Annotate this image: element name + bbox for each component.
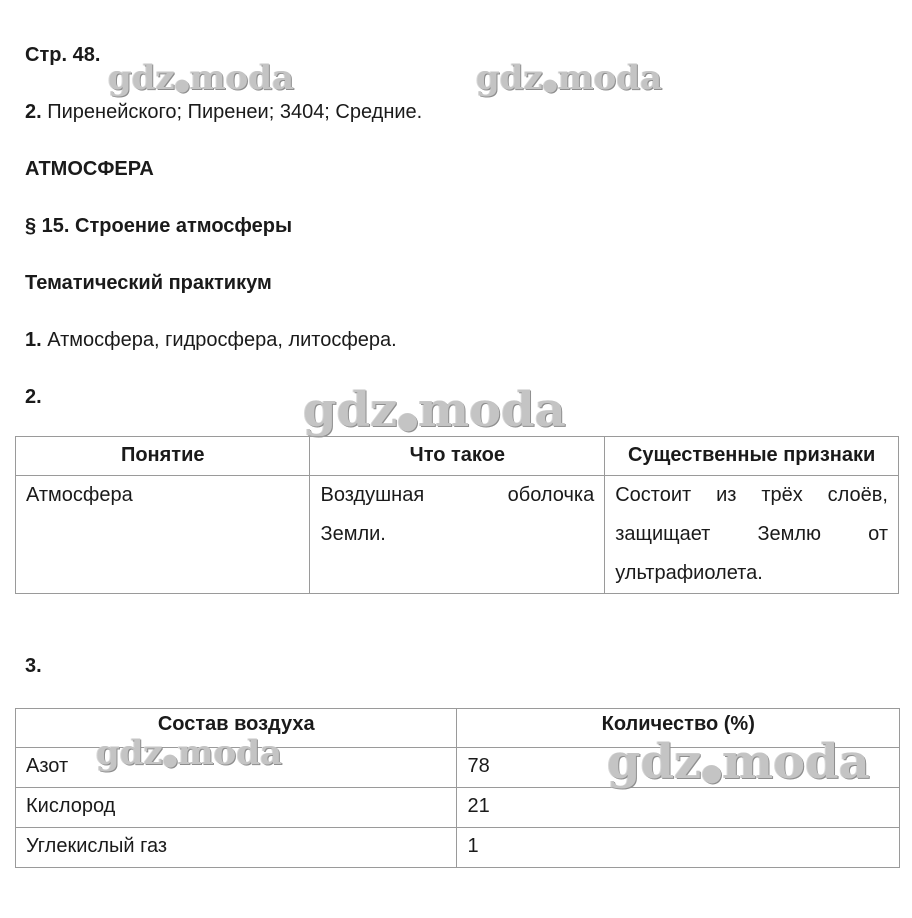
cell-features: Состоит из трёх слоёв, защищает Землю от ультрафиолета. xyxy=(605,476,899,594)
watermark-logo: gdz●moda xyxy=(303,382,566,438)
practicum-title: Тематический практикум xyxy=(25,272,272,294)
task-text: Атмосфера, гидросфера, литосфера. xyxy=(47,329,397,351)
task-number: 1. xyxy=(25,329,42,351)
concepts-table xyxy=(15,436,899,594)
table-row xyxy=(16,476,899,594)
cell-gas: Азот xyxy=(16,748,457,788)
watermark-logo: gdz●moda xyxy=(476,58,663,98)
paragraph-title: § 15. Строение атмосферы xyxy=(25,215,293,237)
table-header-row xyxy=(16,437,899,476)
page-reference: Стр. 48. xyxy=(25,44,101,66)
cell-amount: 21 xyxy=(457,788,900,828)
watermark-logo: gdz●moda xyxy=(108,58,295,98)
header-concept: Понятие xyxy=(16,437,310,476)
answer-text: Пиренейского; Пиренеи; 3404; Средние. xyxy=(47,101,423,123)
watermark-logo: gdz●moda xyxy=(607,734,870,790)
cell-amount: 1 xyxy=(457,828,900,868)
section-title: АТМОСФЕРА xyxy=(25,158,154,180)
cell-gas: Кислород xyxy=(16,788,457,828)
cell-what: Воздушная оболочка Земли. xyxy=(310,476,605,594)
watermark-logo: gdz●moda xyxy=(96,733,283,773)
answer-2-line xyxy=(25,101,422,124)
task-1-line xyxy=(25,329,397,352)
answer-number: 2. xyxy=(25,101,42,123)
header-amount: Количество (%) xyxy=(457,709,900,748)
task-2-number: 2. xyxy=(25,386,42,408)
cell-amount: 78 xyxy=(457,748,900,788)
task-3-number: 3. xyxy=(25,655,42,677)
header-features: Существенные признаки xyxy=(605,437,899,476)
table-row xyxy=(16,828,900,868)
header-what: Что такое xyxy=(310,437,605,476)
table-row xyxy=(16,788,900,828)
cell-concept: Атмосфера xyxy=(16,476,310,594)
cell-gas: Углекислый газ xyxy=(16,828,457,868)
header-composition: Состав воздуха xyxy=(16,709,457,748)
